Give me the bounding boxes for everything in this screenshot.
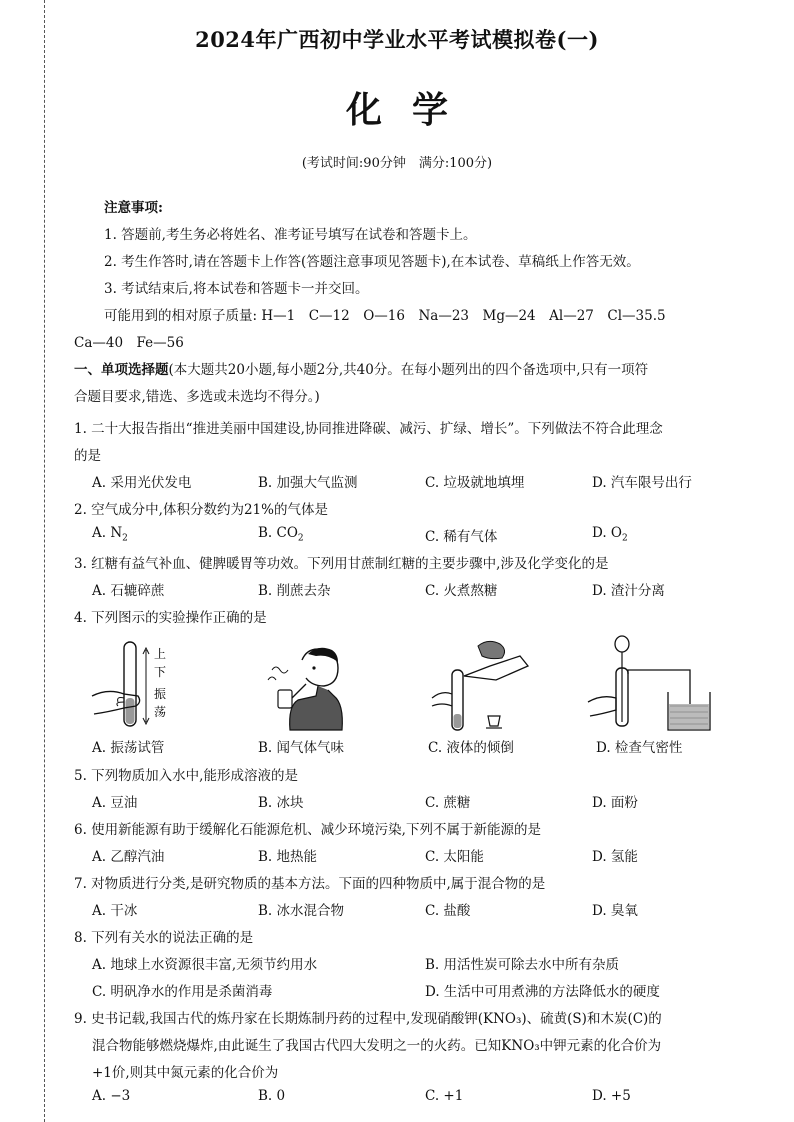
option-a[interactable]: A. 采用光伏发电 [92,475,192,491]
option-d[interactable]: D. 臭氧 [592,903,638,919]
option-b[interactable]: B. 用活性炭可除去水中所有杂质 [425,957,620,973]
option-c[interactable]: C. 液体的倾倒 [428,740,514,756]
subscript: 2 [122,533,128,544]
option-d[interactable]: D. 生活中可用煮沸的方法降低水的硬度 [425,984,660,1000]
option-c[interactable]: C. 蔗糖 [425,795,471,811]
option-a[interactable]: A. 乙醇汽油 [92,849,165,865]
option-a[interactable]: A. 振荡试管 [92,740,165,756]
subscript: 2 [622,533,628,544]
option-text: A. N [92,525,123,541]
question-stem: 混合物能够燃烧爆炸,由此诞生了我国古代四大发明之一的火药。已知KNO₃中钾元素的化合价为 [92,1038,662,1054]
option-a[interactable]: A. −3 [92,1088,131,1104]
atomic-mass-line: Ca—40 Fe—56 [74,335,184,351]
option-a[interactable]: A. 豆油 [92,795,138,811]
figure-label: 荡 [154,705,167,719]
subscript: 2 [297,533,304,544]
question-stem: 的是 [74,448,101,464]
option-c[interactable]: C. 盐酸 [425,903,471,919]
option-b[interactable]: B. 加强大气监测 [258,475,358,491]
option-b[interactable]: B. 削蔗去杂 [258,583,331,599]
question-stem: 4. 下列图示的实验操作正确的是 [74,610,267,626]
option-a[interactable] [92,525,128,544]
question-stem: 9. 史书记载,我国古代的炼丹家在长期炼制丹药的过程中,发现硝酸钾(KNO₃)、硫黄(S)和木炭(C)的 [74,1011,662,1027]
shake-test-tube-figure [88,636,188,732]
option-d[interactable]: D. 检查气密性 [596,740,683,756]
question-stem: 6. 使用新能源有助于缓解化石能源危机、减少环境污染,下列不属于新能源的是 [74,822,541,838]
option-c[interactable]: C. 太阳能 [425,849,484,865]
option-b[interactable]: B. 冰块 [258,795,304,811]
note-item: 2. 考生作答时,请在答题卡上作答(答题注意事项见答题卡),在本试卷、草稿纸上作答无效。 [104,254,640,270]
option-text: D. O [592,525,622,541]
option-text: B. CO [258,525,298,541]
atomic-mass-line: 可能用到的相对原子质量: H—1 C—12 O—16 Na—23 Mg—24 Al—27 Cl—35.5 [104,308,666,324]
smell-gas-figure [258,640,358,736]
note-item: 1. 答题前,考生务必将姓名、准考证号填写在试卷和答题卡上。 [104,227,477,243]
section-heading [74,358,648,378]
option-a[interactable]: A. 地球上水资源很丰富,无须节约用水 [92,957,318,973]
figure-label: 上 [154,647,167,661]
option-d[interactable]: D. 汽车限号出行 [592,475,692,491]
question-stem: 5. 下列物质加入水中,能形成溶液的是 [74,768,298,784]
pour-liquid-figure [428,636,538,734]
option-b[interactable] [258,525,304,544]
section-title: 一、单项选择题 [74,362,169,378]
section-desc: (本大题共20小题,每小题2分,共40分。在每小题列出的四个备选项中,只有一项符 [168,362,649,378]
notes-heading: 注意事项: [104,200,163,216]
option-d[interactable] [592,525,628,544]
airtightness-figure [582,632,712,734]
section-desc: 合题目要求,错选、多选或未选均不得分。) [74,389,320,405]
exam-info: (考试时间:90分钟 满分:100分) [301,156,493,171]
question-stem: 7. 对物质进行分类,是研究物质的基本方法。下面的四种物质中,属于混合物的是 [74,876,546,892]
option-d[interactable]: D. +5 [592,1088,631,1104]
figure-label: 下 [154,665,167,679]
option-d[interactable]: D. 面粉 [592,795,638,811]
question-stem: +1价,则其中氮元素的化合价为 [92,1065,279,1081]
option-b[interactable]: B. 闻气体气味 [258,740,345,756]
question-stem: 8. 下列有关水的说法正确的是 [74,930,254,946]
option-b[interactable]: B. 地热能 [258,849,318,865]
option-c[interactable]: C. 稀有气体 [425,529,498,545]
option-c[interactable]: C. 火煮熬糖 [425,583,498,599]
option-d[interactable]: D. 氢能 [592,849,638,865]
option-c[interactable]: C. 明矾净水的作用是杀菌消毒 [92,984,273,1000]
question-stem: 1. 二十大报告指出“推进美丽中国建设,协同推进降碳、减污、扩绿、增长”。下列做法不符合此理念 [74,421,663,437]
option-c[interactable]: C. +1 [425,1088,464,1104]
option-a[interactable]: A. 石辘碎蔗 [92,583,165,599]
note-item: 3. 考试结束后,将本试卷和答题卡一并交回。 [104,281,369,297]
question-stem: 3. 红糖有益气补血、健脾暖胃等功效。下列用甘蔗制红糖的主要步骤中,涉及化学变化的是 [74,556,609,572]
option-b[interactable]: B. 冰水混合物 [258,903,345,919]
option-b[interactable]: B. 0 [258,1088,286,1104]
subject-title: 化学 [345,89,478,131]
exam-title: 2024年广西初中学业水平考试模拟卷(一) [195,27,599,52]
question-stem: 2. 空气成分中,体积分数约为21%的气体是 [74,502,328,518]
option-c[interactable]: C. 垃圾就地填埋 [425,475,525,491]
figure-label: 振 [154,687,167,701]
option-a[interactable]: A. 干冰 [92,903,138,919]
option-d[interactable]: D. 渣汁分离 [592,583,665,599]
